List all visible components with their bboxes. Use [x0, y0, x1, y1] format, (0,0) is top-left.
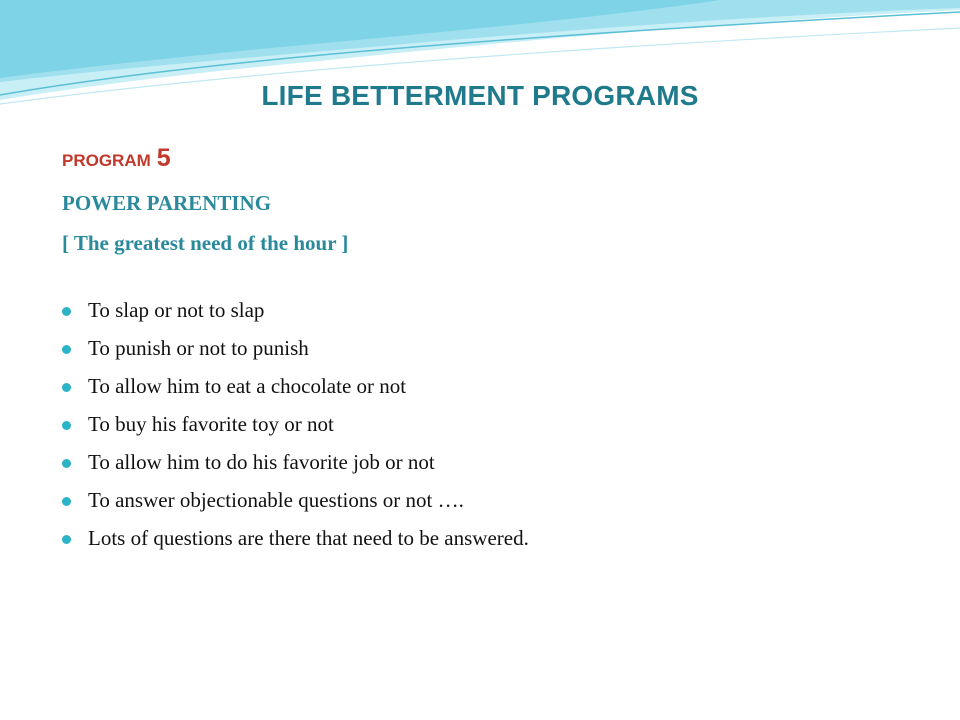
- bullet-text: To answer objectionable questions or not ….: [88, 488, 464, 512]
- bullet-text: To allow him to eat a chocolate or not: [88, 374, 407, 398]
- bullet-dot-icon: [62, 307, 71, 316]
- bullet-item: [62, 448, 562, 477]
- bullet-dot-icon: [62, 535, 71, 544]
- bullet-text: Lots of questions are there that need to be answered.: [88, 526, 529, 550]
- bullet-dot-icon: [62, 459, 71, 468]
- bullet-item: [62, 524, 562, 553]
- bullet-item: [62, 372, 562, 401]
- bullet-text: To allow him to do his favorite job or not: [88, 450, 435, 474]
- bullet-text: To punish or not to punish: [88, 336, 309, 360]
- bullet-item: [62, 410, 562, 439]
- bullet-text: To buy his favorite toy or not: [88, 412, 334, 436]
- program-label: [62, 144, 171, 173]
- bullet-item: [62, 486, 562, 515]
- program-word: PROGRAM: [62, 151, 151, 170]
- bullet-dot-icon: [62, 383, 71, 392]
- slide-title: LIFE BETTERMENT PROGRAMS: [261, 80, 699, 111]
- bullet-item: [62, 296, 562, 325]
- program-subtitle: POWER PARENTING: [62, 191, 272, 215]
- bullet-dot-icon: [62, 421, 71, 430]
- bullet-item: [62, 334, 562, 363]
- program-number: 5: [156, 144, 171, 172]
- bullet-dot-icon: [62, 345, 71, 354]
- bullet-list: [62, 296, 562, 562]
- program-tagline: [ The greatest need of the hour ]: [62, 231, 349, 255]
- bullet-dot-icon: [62, 497, 71, 506]
- bullet-text: To slap or not to slap: [88, 298, 265, 322]
